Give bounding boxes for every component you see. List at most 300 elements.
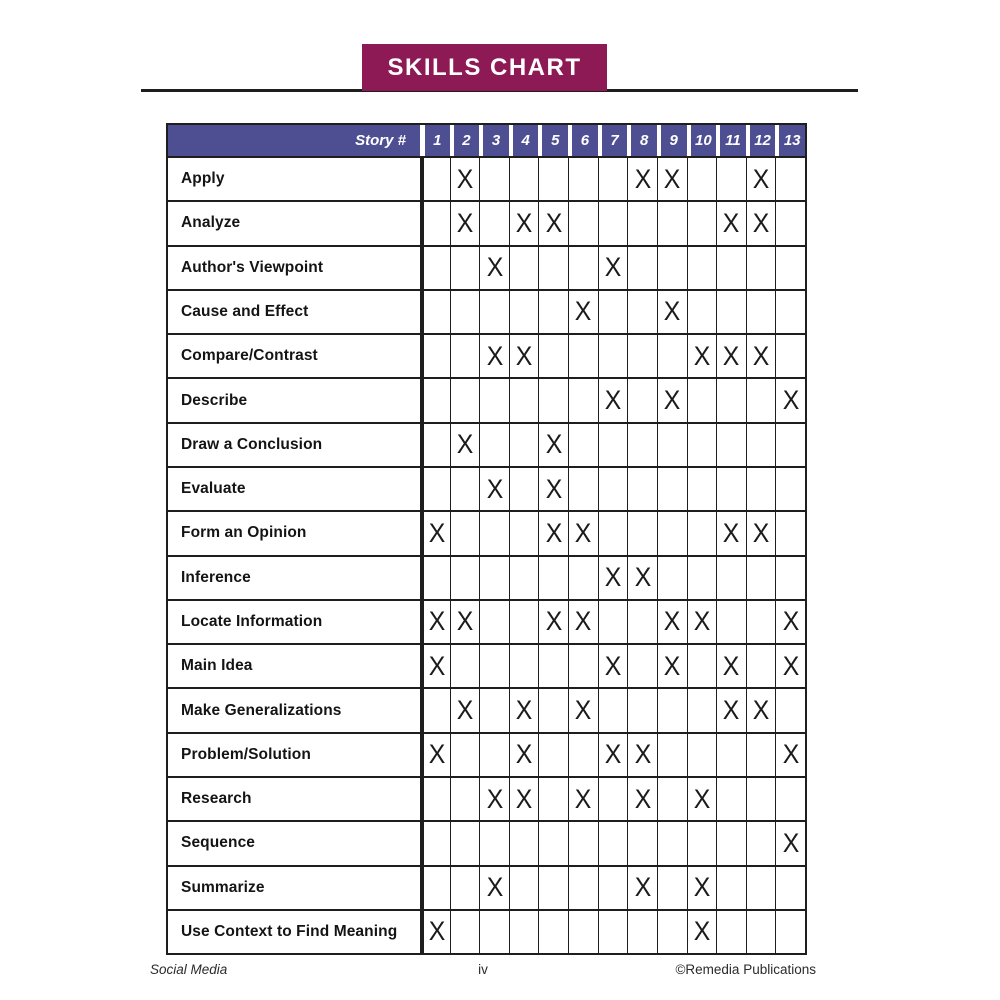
story-cell	[538, 645, 568, 687]
story-cell	[538, 291, 568, 333]
story-cell	[687, 158, 717, 200]
story-number-header: 2	[450, 125, 480, 156]
story-cell	[657, 689, 687, 731]
story-cell	[509, 424, 539, 466]
story-cell	[420, 379, 450, 421]
table-row	[168, 510, 805, 554]
story-cell-marked	[627, 557, 657, 599]
x-mark: X	[782, 606, 799, 637]
story-cell-marked	[716, 512, 746, 554]
story-cell	[627, 468, 657, 510]
x-mark: X	[575, 783, 592, 814]
story-cell	[627, 601, 657, 643]
story-cell-marked	[746, 335, 776, 377]
story-cell	[775, 689, 805, 731]
story-cell	[627, 689, 657, 731]
x-mark: X	[575, 606, 592, 637]
x-mark: X	[634, 739, 651, 770]
skill-label: Compare/Contrast	[181, 347, 318, 365]
story-cell	[716, 247, 746, 289]
x-mark: X	[575, 517, 592, 548]
table-row	[168, 909, 805, 953]
story-cell	[479, 158, 509, 200]
table-row	[168, 422, 805, 466]
story-cell-marked	[450, 601, 480, 643]
story-cell	[687, 291, 717, 333]
story-cell	[775, 424, 805, 466]
table-row	[168, 333, 805, 377]
story-cell	[598, 468, 628, 510]
story-cell	[450, 911, 480, 953]
story-cell-marked	[598, 557, 628, 599]
x-mark: X	[456, 429, 474, 460]
story-cell	[775, 557, 805, 599]
x-mark: X	[604, 650, 622, 681]
story-cell	[420, 291, 450, 333]
story-cell-marked	[746, 202, 776, 244]
x-mark: X	[604, 252, 622, 283]
x-mark: X	[693, 340, 711, 371]
x-mark: X	[693, 872, 711, 903]
story-cell	[420, 247, 450, 289]
story-cell	[598, 424, 628, 466]
skills-table	[166, 123, 807, 955]
x-mark: X	[693, 916, 711, 947]
story-cell	[746, 734, 776, 776]
x-mark: X	[486, 473, 503, 504]
story-number-header-label: Story #	[168, 125, 420, 156]
story-cell	[598, 601, 628, 643]
story-cell	[716, 911, 746, 953]
story-cell-marked	[568, 291, 598, 333]
x-mark: X	[604, 385, 622, 416]
footer-page-number: iv	[478, 962, 488, 977]
story-cell	[450, 822, 480, 864]
story-cell	[450, 335, 480, 377]
story-cell-marked	[716, 645, 746, 687]
story-cell	[598, 512, 628, 554]
x-mark: X	[663, 385, 681, 416]
story-cell	[538, 734, 568, 776]
table-row	[168, 599, 805, 643]
story-cell	[479, 291, 509, 333]
story-number-header: 1	[420, 125, 450, 156]
story-cell	[627, 202, 657, 244]
story-cell	[716, 424, 746, 466]
story-cell-marked	[598, 379, 628, 421]
footer-book-title: Social Media	[150, 962, 228, 977]
x-mark: X	[752, 163, 770, 194]
skill-label: Make Generalizations	[181, 701, 342, 719]
story-cell	[479, 734, 509, 776]
skill-label: Describe	[181, 391, 248, 409]
x-mark: X	[456, 606, 474, 637]
title-banner	[362, 44, 607, 91]
story-cell	[775, 911, 805, 953]
story-cell	[598, 867, 628, 909]
story-cell	[450, 291, 480, 333]
story-cell	[627, 645, 657, 687]
story-cell-marked	[538, 512, 568, 554]
story-cell-marked	[598, 734, 628, 776]
story-cell	[450, 247, 480, 289]
story-cell	[479, 424, 509, 466]
skill-label: Draw a Conclusion	[181, 435, 323, 453]
x-mark: X	[752, 340, 770, 371]
x-mark: X	[428, 650, 446, 681]
x-mark: X	[486, 783, 503, 814]
x-mark: X	[782, 827, 799, 858]
story-cell-marked	[657, 645, 687, 687]
story-cell-marked	[450, 202, 480, 244]
story-cell-marked	[775, 601, 805, 643]
story-cell-marked	[568, 601, 598, 643]
x-mark: X	[515, 783, 533, 814]
story-cell	[509, 512, 539, 554]
story-cell-marked	[627, 778, 657, 820]
table-row	[168, 245, 805, 289]
story-cell	[657, 557, 687, 599]
x-mark: X	[545, 207, 563, 238]
x-mark: X	[456, 207, 474, 238]
story-cell	[657, 202, 687, 244]
skill-label: Problem/Solution	[181, 745, 311, 763]
x-mark: X	[723, 207, 740, 238]
x-mark: X	[634, 163, 651, 194]
story-cell-marked	[775, 734, 805, 776]
table-row	[168, 466, 805, 510]
x-mark: X	[575, 296, 592, 327]
x-mark: X	[428, 606, 446, 637]
story-cell-marked	[627, 158, 657, 200]
skill-label: Sequence	[181, 834, 256, 852]
story-cell	[657, 468, 687, 510]
story-cell	[450, 379, 480, 421]
table-row	[168, 820, 805, 864]
story-cell	[598, 291, 628, 333]
x-mark: X	[663, 296, 681, 327]
story-cell	[657, 822, 687, 864]
story-cell	[479, 557, 509, 599]
story-cell	[716, 778, 746, 820]
story-cell	[420, 778, 450, 820]
story-number-header: 4	[509, 125, 539, 156]
story-cell-marked	[538, 424, 568, 466]
table-body	[168, 156, 805, 953]
story-cell-marked	[450, 689, 480, 731]
story-cell-marked	[716, 335, 746, 377]
x-mark: X	[663, 650, 681, 681]
story-cell	[420, 202, 450, 244]
story-cell-marked	[775, 822, 805, 864]
story-cell	[746, 247, 776, 289]
story-cell	[687, 468, 717, 510]
story-cell	[657, 734, 687, 776]
story-cell	[568, 822, 598, 864]
story-number-header: 8	[627, 125, 657, 156]
table-row	[168, 200, 805, 244]
story-cell	[598, 778, 628, 820]
page-footer	[150, 962, 816, 982]
story-cell-marked	[479, 335, 509, 377]
story-cell	[420, 424, 450, 466]
story-cell	[598, 335, 628, 377]
story-cell-marked	[479, 867, 509, 909]
story-cell-marked	[687, 601, 717, 643]
story-cell-marked	[538, 468, 568, 510]
x-mark: X	[486, 340, 503, 371]
story-cell	[657, 867, 687, 909]
story-cell	[746, 379, 776, 421]
story-cell	[509, 911, 539, 953]
x-mark: X	[428, 739, 446, 770]
x-mark: X	[782, 650, 799, 681]
table-header-row	[168, 125, 805, 156]
story-cell	[509, 247, 539, 289]
story-cell	[509, 158, 539, 200]
table-row	[168, 865, 805, 909]
story-cell-marked	[568, 512, 598, 554]
story-cell	[479, 645, 509, 687]
story-cell	[687, 557, 717, 599]
x-mark: X	[545, 429, 563, 460]
story-cell	[775, 512, 805, 554]
story-cell	[479, 911, 509, 953]
story-cell	[746, 557, 776, 599]
story-cell	[538, 158, 568, 200]
story-cell-marked	[657, 379, 687, 421]
x-mark: X	[723, 695, 740, 726]
story-cell	[627, 512, 657, 554]
story-cell	[746, 424, 776, 466]
story-cell	[716, 379, 746, 421]
x-mark: X	[456, 163, 474, 194]
skill-label: Research	[181, 790, 252, 808]
story-cell	[538, 911, 568, 953]
story-cell	[687, 247, 717, 289]
story-cell	[509, 822, 539, 864]
story-number-header: 5	[538, 125, 568, 156]
table-row	[168, 289, 805, 333]
x-mark: X	[752, 695, 770, 726]
story-cell	[420, 335, 450, 377]
story-cell	[657, 512, 687, 554]
skill-label: Apply	[181, 170, 225, 188]
story-cell	[687, 822, 717, 864]
story-cell	[450, 645, 480, 687]
story-cell	[479, 379, 509, 421]
page-title: SKILLS CHART	[387, 53, 582, 81]
x-mark: X	[428, 517, 446, 548]
story-cell	[509, 557, 539, 599]
x-mark: X	[545, 473, 563, 504]
story-cell	[746, 778, 776, 820]
story-cell	[509, 645, 539, 687]
story-cell-marked	[657, 158, 687, 200]
story-cell-marked	[568, 778, 598, 820]
story-cell-marked	[716, 202, 746, 244]
story-cell	[538, 822, 568, 864]
x-mark: X	[723, 517, 740, 548]
story-cell	[716, 822, 746, 864]
story-cell-marked	[450, 158, 480, 200]
story-cell	[627, 291, 657, 333]
story-cell	[598, 689, 628, 731]
story-cell	[716, 291, 746, 333]
story-cell	[420, 158, 450, 200]
story-cell-marked	[657, 291, 687, 333]
story-cell	[479, 202, 509, 244]
story-cell	[746, 867, 776, 909]
story-cell-marked	[509, 202, 539, 244]
story-cell	[538, 247, 568, 289]
story-cell	[657, 247, 687, 289]
table-row	[168, 687, 805, 731]
story-cell-marked	[509, 689, 539, 731]
story-cell-marked	[598, 247, 628, 289]
story-cell	[716, 734, 746, 776]
story-cell-marked	[509, 734, 539, 776]
story-cell-marked	[746, 158, 776, 200]
x-mark: X	[782, 385, 799, 416]
story-number-header: 6	[568, 125, 598, 156]
story-cell	[568, 158, 598, 200]
story-number-header: 13	[775, 125, 805, 156]
story-cell	[657, 911, 687, 953]
story-cell-marked	[538, 202, 568, 244]
story-cell	[687, 512, 717, 554]
story-cell-marked	[450, 424, 480, 466]
story-cell	[479, 601, 509, 643]
story-cell	[598, 158, 628, 200]
story-cell	[687, 689, 717, 731]
story-cell-marked	[479, 468, 509, 510]
story-cell	[420, 822, 450, 864]
story-cell	[568, 911, 598, 953]
story-cell	[509, 601, 539, 643]
skill-label: Main Idea	[181, 657, 253, 675]
story-cell	[450, 468, 480, 510]
footer-publisher: ©Remedia Publications	[675, 962, 816, 977]
story-cell	[509, 867, 539, 909]
story-cell-marked	[420, 645, 450, 687]
story-cell	[538, 379, 568, 421]
story-cell	[538, 557, 568, 599]
story-cell	[716, 867, 746, 909]
story-cell	[746, 645, 776, 687]
story-cell	[627, 822, 657, 864]
story-cell	[420, 689, 450, 731]
story-cell	[568, 379, 598, 421]
x-mark: X	[663, 163, 681, 194]
story-cell	[568, 247, 598, 289]
story-cell-marked	[627, 867, 657, 909]
story-cell	[509, 468, 539, 510]
x-mark: X	[545, 606, 563, 637]
x-mark: X	[604, 739, 622, 770]
story-cell	[775, 468, 805, 510]
story-cell	[568, 734, 598, 776]
story-cell	[746, 911, 776, 953]
x-mark: X	[486, 872, 503, 903]
x-mark: X	[515, 695, 533, 726]
x-mark: X	[752, 207, 770, 238]
skill-label: Author's Viewpoint	[181, 258, 324, 276]
x-mark: X	[575, 695, 592, 726]
story-cell	[775, 778, 805, 820]
story-cell-marked	[746, 512, 776, 554]
story-cell	[509, 291, 539, 333]
story-cell	[568, 202, 598, 244]
story-cell-marked	[627, 734, 657, 776]
x-mark: X	[515, 340, 533, 371]
table-row	[168, 555, 805, 599]
story-cell-marked	[420, 734, 450, 776]
story-cell	[775, 335, 805, 377]
story-cell	[775, 247, 805, 289]
story-cell	[687, 379, 717, 421]
x-mark: X	[428, 916, 446, 947]
skill-label: Summarize	[181, 878, 265, 896]
story-cell	[568, 468, 598, 510]
story-cell	[420, 867, 450, 909]
story-cell	[687, 424, 717, 466]
x-mark: X	[604, 562, 622, 593]
skill-label: Inference	[181, 568, 251, 586]
table-row	[168, 156, 805, 200]
story-cell-marked	[775, 379, 805, 421]
story-cell	[775, 291, 805, 333]
x-mark: X	[634, 872, 651, 903]
story-cell	[627, 424, 657, 466]
story-number-header: 9	[657, 125, 687, 156]
story-cell	[627, 911, 657, 953]
story-cell	[509, 379, 539, 421]
story-cell-marked	[479, 778, 509, 820]
x-mark: X	[515, 207, 533, 238]
story-cell	[450, 867, 480, 909]
x-mark: X	[782, 739, 799, 770]
story-cell	[746, 468, 776, 510]
skill-label: Form an Opinion	[181, 524, 307, 542]
story-cell	[479, 512, 509, 554]
story-cell	[657, 335, 687, 377]
x-mark: X	[693, 783, 711, 814]
story-cell	[450, 512, 480, 554]
story-number-header: 10	[687, 125, 717, 156]
table-row	[168, 377, 805, 421]
story-cell	[775, 867, 805, 909]
story-cell-marked	[509, 335, 539, 377]
story-cell-marked	[538, 601, 568, 643]
skill-label: Analyze	[181, 214, 241, 232]
story-cell	[479, 689, 509, 731]
story-cell	[420, 468, 450, 510]
story-cell	[657, 778, 687, 820]
story-cell	[450, 557, 480, 599]
x-mark: X	[723, 650, 740, 681]
x-mark: X	[723, 340, 740, 371]
x-mark: X	[752, 517, 770, 548]
story-cell	[568, 867, 598, 909]
story-cell	[775, 202, 805, 244]
x-mark: X	[634, 562, 651, 593]
story-number-header: 12	[746, 125, 776, 156]
story-cell	[716, 158, 746, 200]
story-cell-marked	[746, 689, 776, 731]
story-cell	[716, 557, 746, 599]
story-cell	[627, 335, 657, 377]
